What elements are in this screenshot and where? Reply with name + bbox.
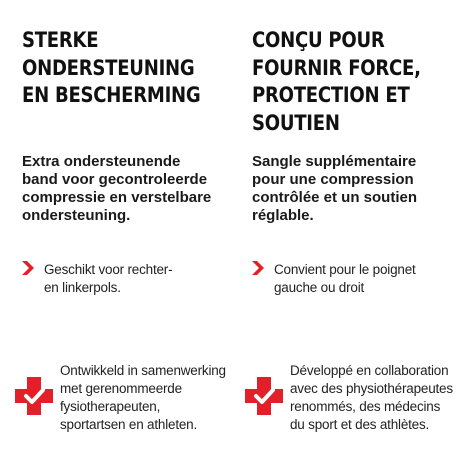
headline: STERKE ONDERSTEUNING EN BESCHERMING: [22, 28, 201, 107]
collaboration-text: Développé en collaboration avec des physiothérapeutes renommés, des médecins du sport et des athlètes.: [290, 363, 453, 432]
dutch-column: [22, 0, 234, 460]
bullet-text: Convient pour le poignet gauche ou droit: [274, 262, 416, 295]
medical-cross-check-icon: [15, 377, 53, 415]
bullet-text: Geschikt voor rechter- en linkerpols.: [44, 262, 173, 295]
french-column: [252, 0, 457, 460]
feature-bullet: [252, 261, 460, 301]
collaboration-note: [22, 362, 237, 442]
intro-text: Sangle supplémentaire pour une compression contrôlée et un soutien réglable.: [252, 153, 418, 224]
chevron-right-icon: [252, 261, 264, 275]
collaboration-note: [252, 362, 460, 442]
feature-bullet: [22, 261, 232, 301]
collaboration-text: Ontwikkeld in samenwerking met gerenommeerde fysiotherapeuten, sportartsen en athleten.: [60, 363, 226, 432]
headline: CONÇU POUR FOURNIR FORCE, PROTECTION ET SOUTIEN: [252, 28, 421, 135]
intro-text: Extra ondersteunende band voor gecontroleerde compressie en verstelbare ondersteuning.: [22, 153, 212, 224]
medical-cross-check-icon: [245, 377, 283, 415]
chevron-right-icon: [22, 261, 34, 275]
